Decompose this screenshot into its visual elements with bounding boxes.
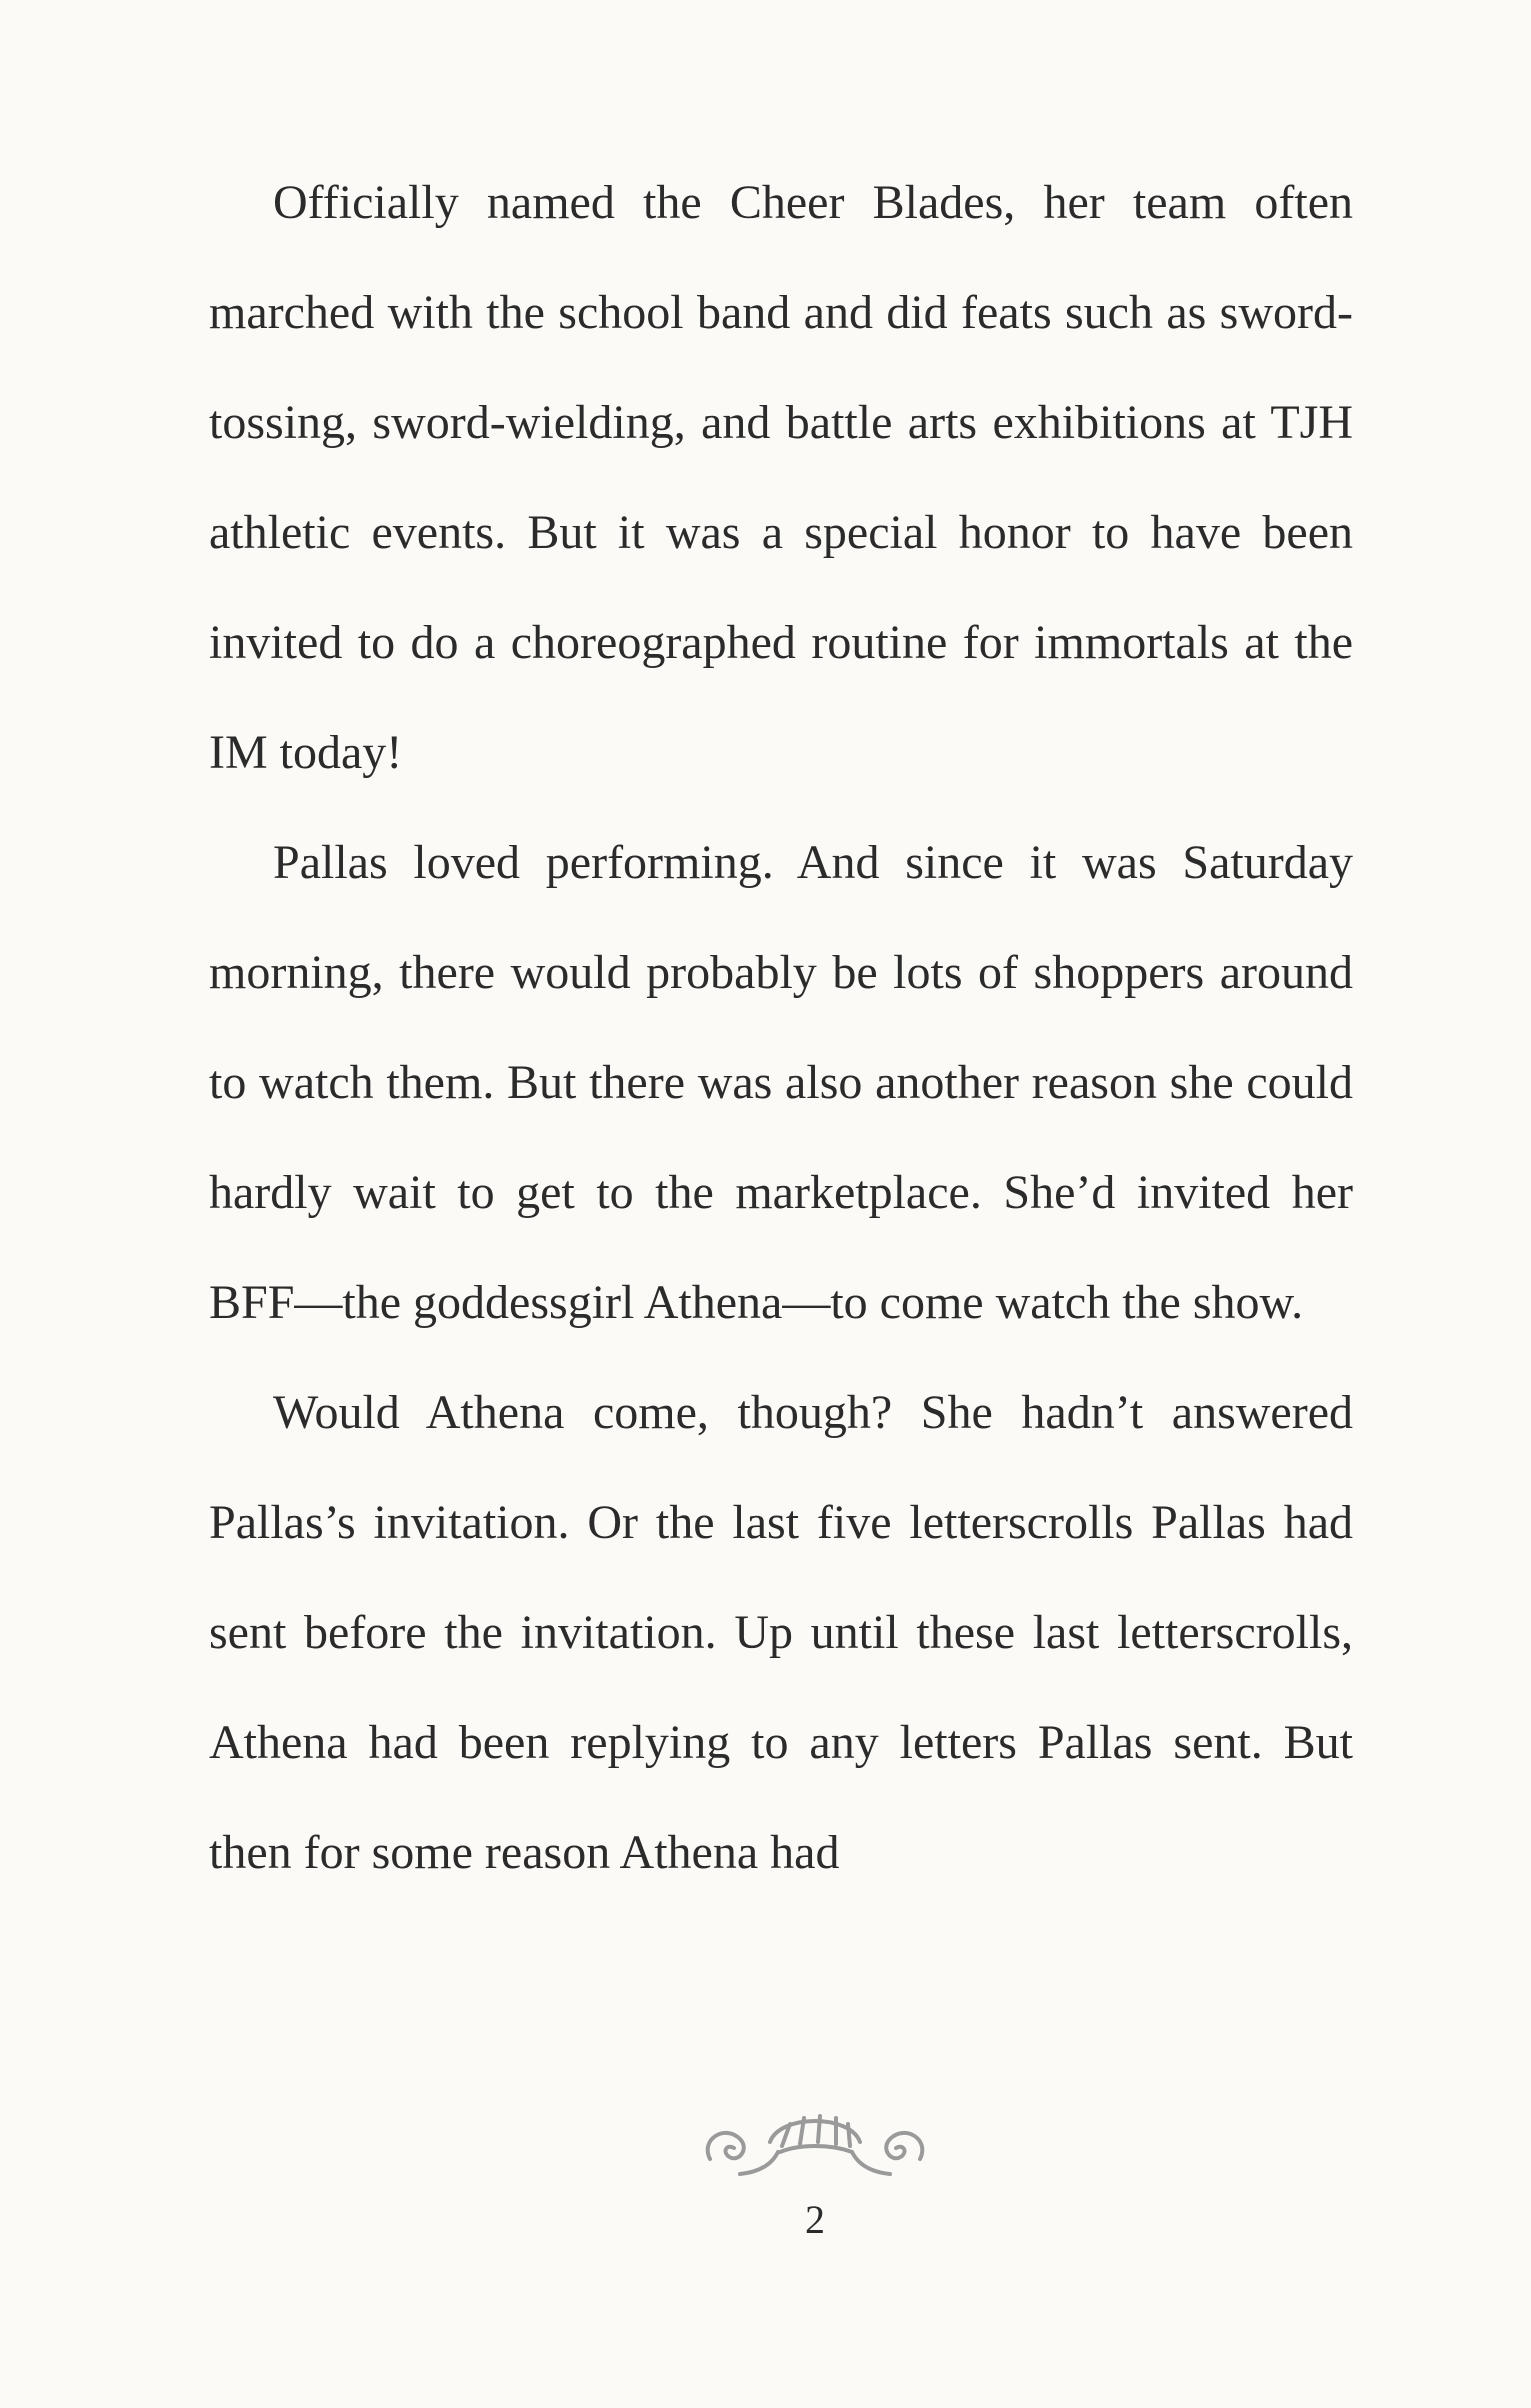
paragraph-2: Pallas loved performing. And since it was Saturday morning, there would probably be lots of shoppers around to watch them. But there was also another reason she could hardly wait to get to the marketplace. She’d invited her BFF—the goddessgirl Athena—to come watch the show. [209,836,1353,1329]
page-number: 2 [805,2197,825,2242]
paragraph-1: Officially named the Cheer Blades, her team often marched with the school band and did feats such as sword-tossing, sword-wielding, and battle arts exhibitions at TJH athletic events. But it was a special honor to have been invited to do a choreographed routine for immortals at the IM today! [209,176,1353,779]
body-text [209,148,1353,1908]
paragraph-3: Would Athena come, though? She hadn’t answered Pallas’s invitation. Or the last five letterscrolls Pallas had sent before the invitation. Up until these last letterscrolls, Athena had been replying to any letters Pallas sent. But then for some reason Athena had [209,1386,1353,1879]
scroll-ornament-icon [690,2094,940,2194]
